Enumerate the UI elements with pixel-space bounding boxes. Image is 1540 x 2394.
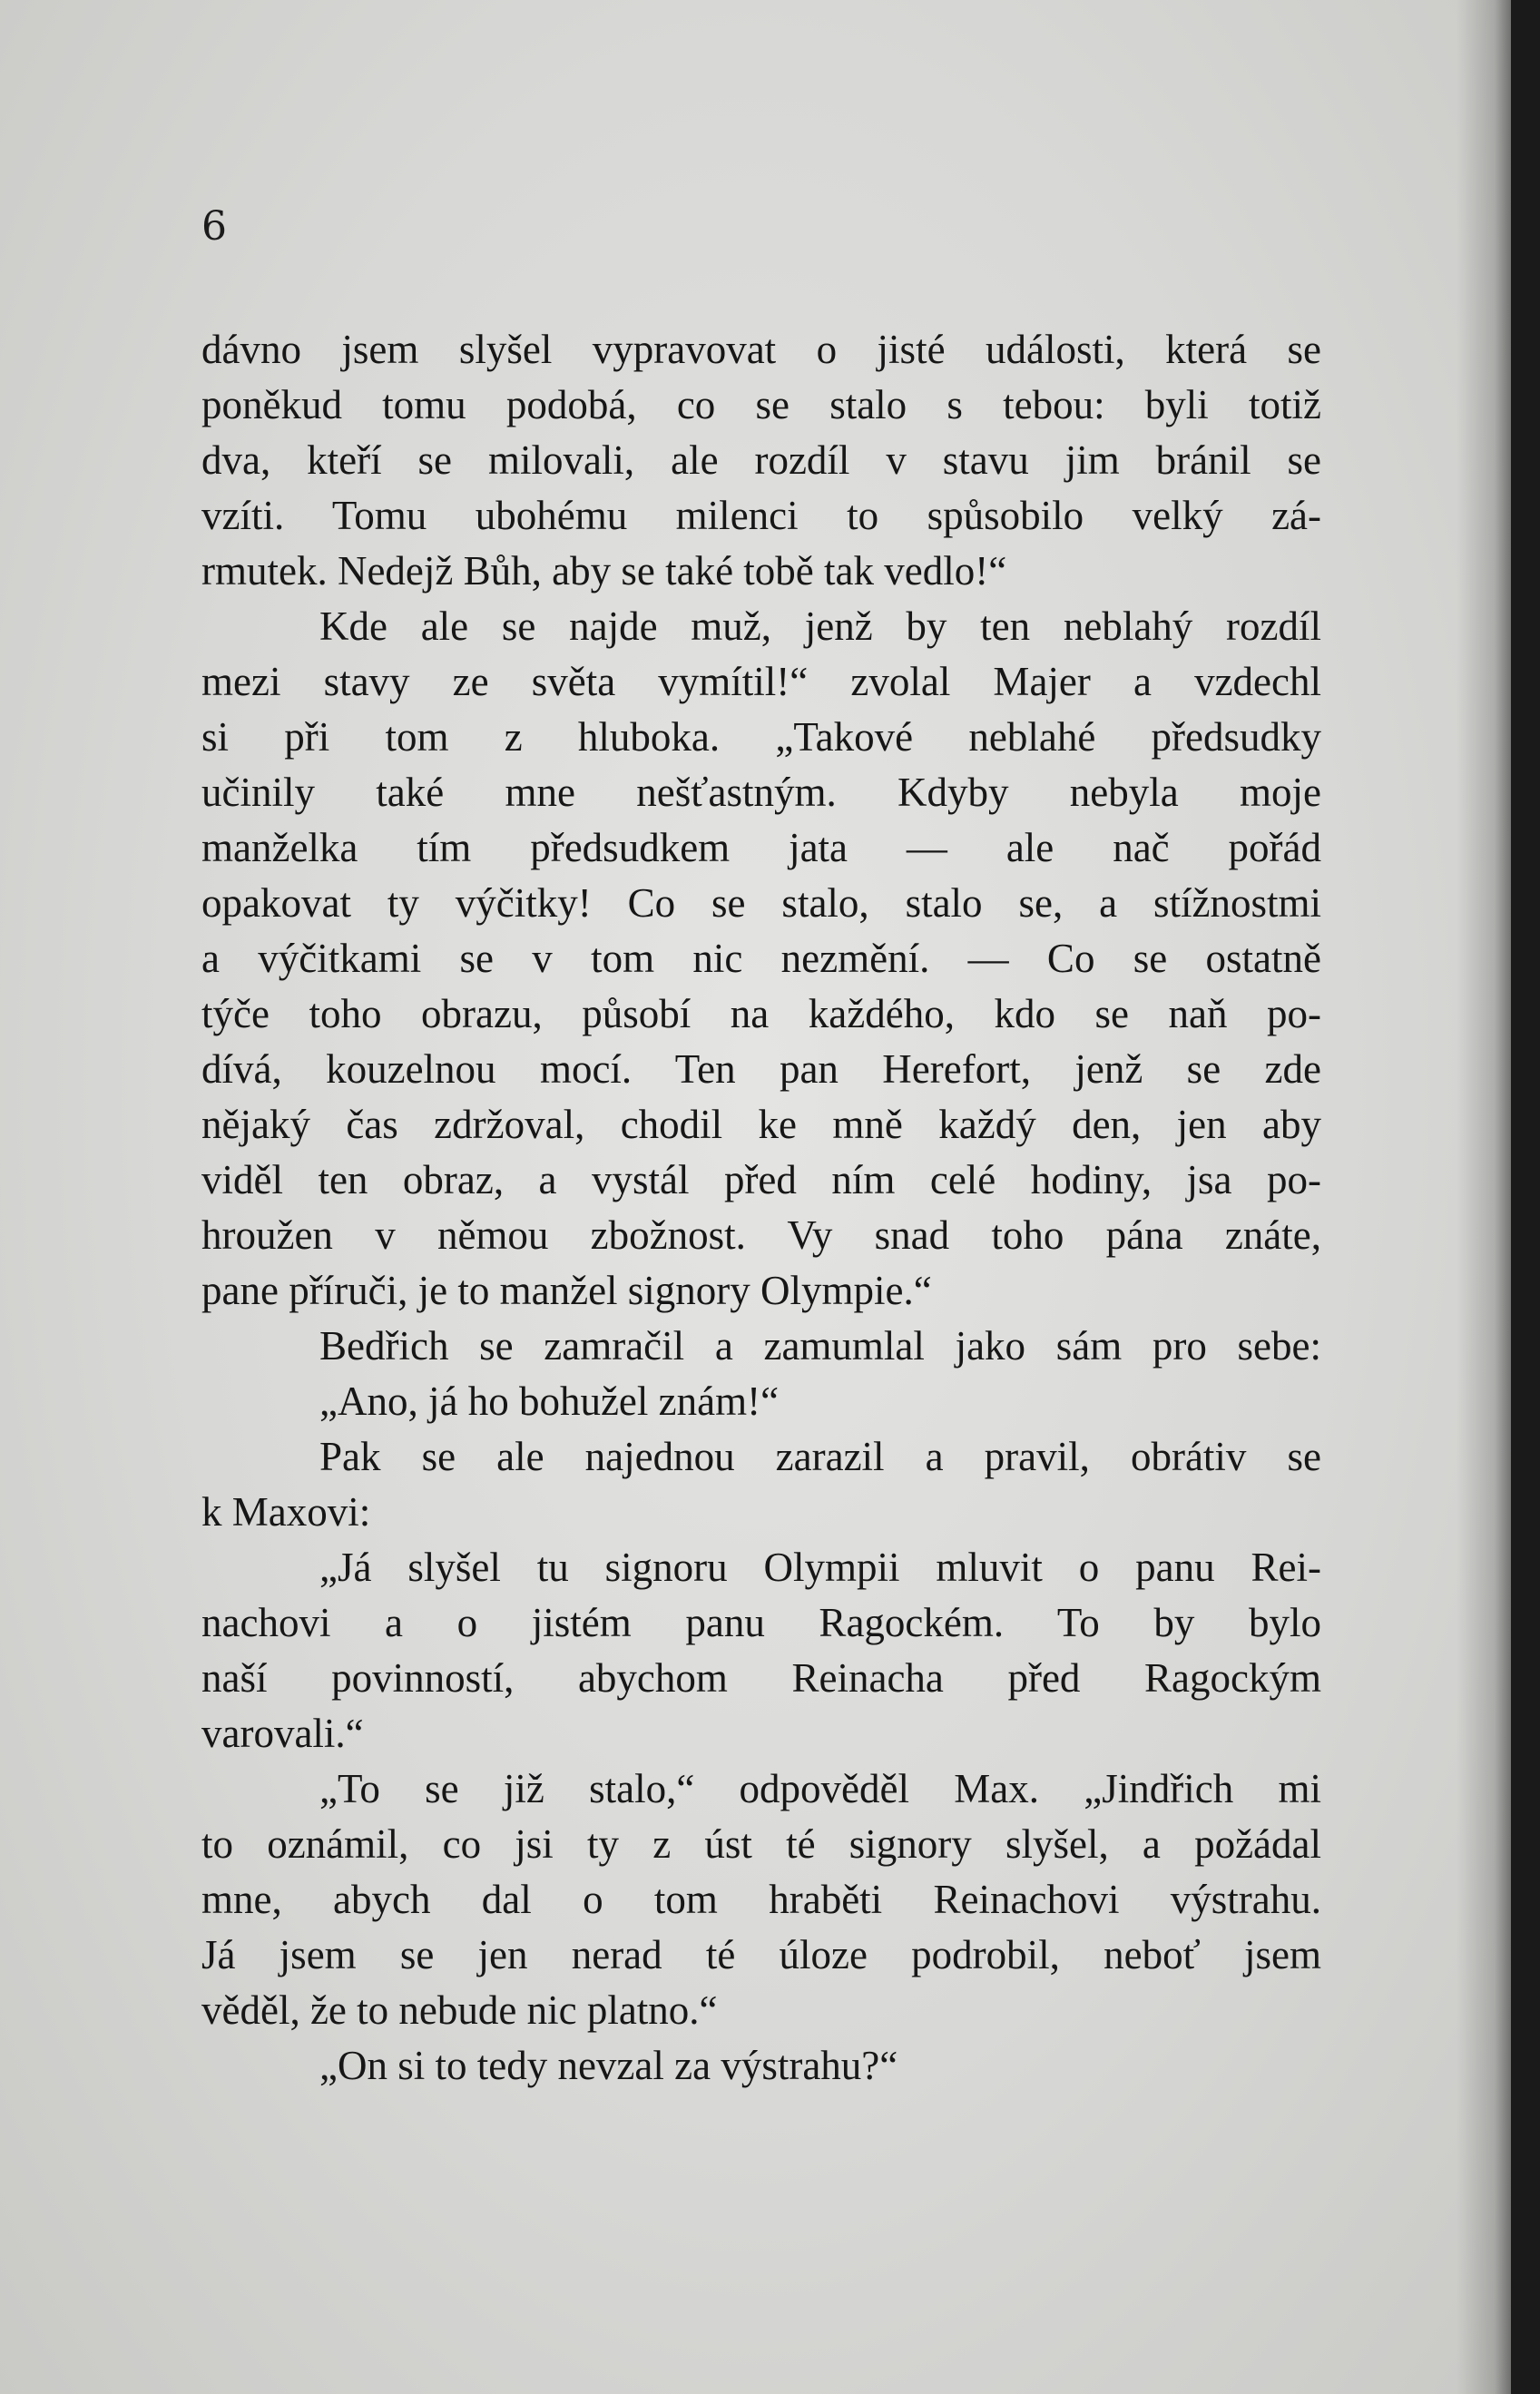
text-line: dva, kteří se milovali, ale rozdíl v stavu jim bránil se [201,437,1321,483]
text-line: opakovat ty výčitky! Co se stalo, stalo se, a stížnostmi [201,880,1321,926]
text-line: si při tom z hluboka. „Takové neblahé předsudky [201,714,1321,760]
text-line: vzíti. Tomu ubohému milenci to spůsobilo velký zá- [201,493,1321,538]
text-line: manželka tím předsudkem jata — ale nač pořád [201,825,1321,870]
text-line: to oznámil, co jsi ty z úst té signory slyšel, a požádal [201,1821,1321,1867]
page-number: 6 [201,203,227,250]
text-line: „To se již stalo,“ odpověděl Max. „Jindřich mi [319,1766,1321,1811]
text-line: hroužen v němou zbožnost. Vy snad toho pána znáte, [201,1212,1321,1258]
text-line: mne, abych dal o tom hraběti Reinachovi výstrahu. [201,1877,1321,1922]
text-line: mezi stavy ze světa vymítil!“ zvolal Majer a vzdechl [201,659,1321,704]
text-line: Já jsem se jen nerad té úloze podrobil, neboť jsem [201,1932,1321,1977]
text-line: pane příruči, je to manžel signory Olympie.“ [201,1268,932,1313]
text-line: týče toho obrazu, působí na každého, kdo se naň po- [201,991,1321,1036]
text-line: dívá, kouzelnou mocí. Ten pan Herefort, jenž se zde [201,1046,1321,1092]
text-line: dávno jsem slyšel vypravovat o jisté události, která se [201,327,1321,372]
text-line: naší povinností, abychom Reinacha před Ragockým [201,1655,1321,1701]
text-line: „On si to tedy nevzal za výstrahu?“ [319,2043,898,2088]
text-line: Bedřich se zamračil a zamumlal jako sám pro sebe: [319,1323,1321,1369]
text-line: Pak se ale najednou zarazil a pravil, obrátiv se [319,1434,1321,1479]
text-line: viděl ten obraz, a vystál před ním celé hodiny, jsa po- [201,1157,1321,1202]
text-line: poněkud tomu podobá, co se stalo s tebou: byli totiž [201,382,1321,427]
text-line: nějaký čas zdržoval, chodil ke mně každý den, jen aby [201,1102,1321,1147]
page-edge-shadow [1457,0,1511,2394]
text-line: „Ano, já ho bohužel znám!“ [319,1379,780,1424]
text-line: Kde ale se najde muž, jenž by ten neblahý rozdíl [319,603,1321,649]
text-line: varovali.“ [201,1711,364,1756]
text-line: k Maxovi: [201,1489,371,1535]
text-line: učinily také mne nešťastným. Kdyby nebyla moje [201,770,1321,815]
text-line: nachovi a o jistém panu Ragockém. To by bylo [201,1600,1321,1645]
text-line: rmutek. Nedejž Bůh, aby se také tobě tak vedlo!“ [201,548,1007,594]
text-line: „Já slyšel tu signoru Olympii mluvit o panu Rei- [319,1545,1321,1590]
text-line: věděl, že to nebude nic platno.“ [201,1987,718,2033]
body-text [201,322,1321,2094]
text-line: a výčitkami se v tom nic nezmění. — Co se ostatně [201,936,1321,981]
